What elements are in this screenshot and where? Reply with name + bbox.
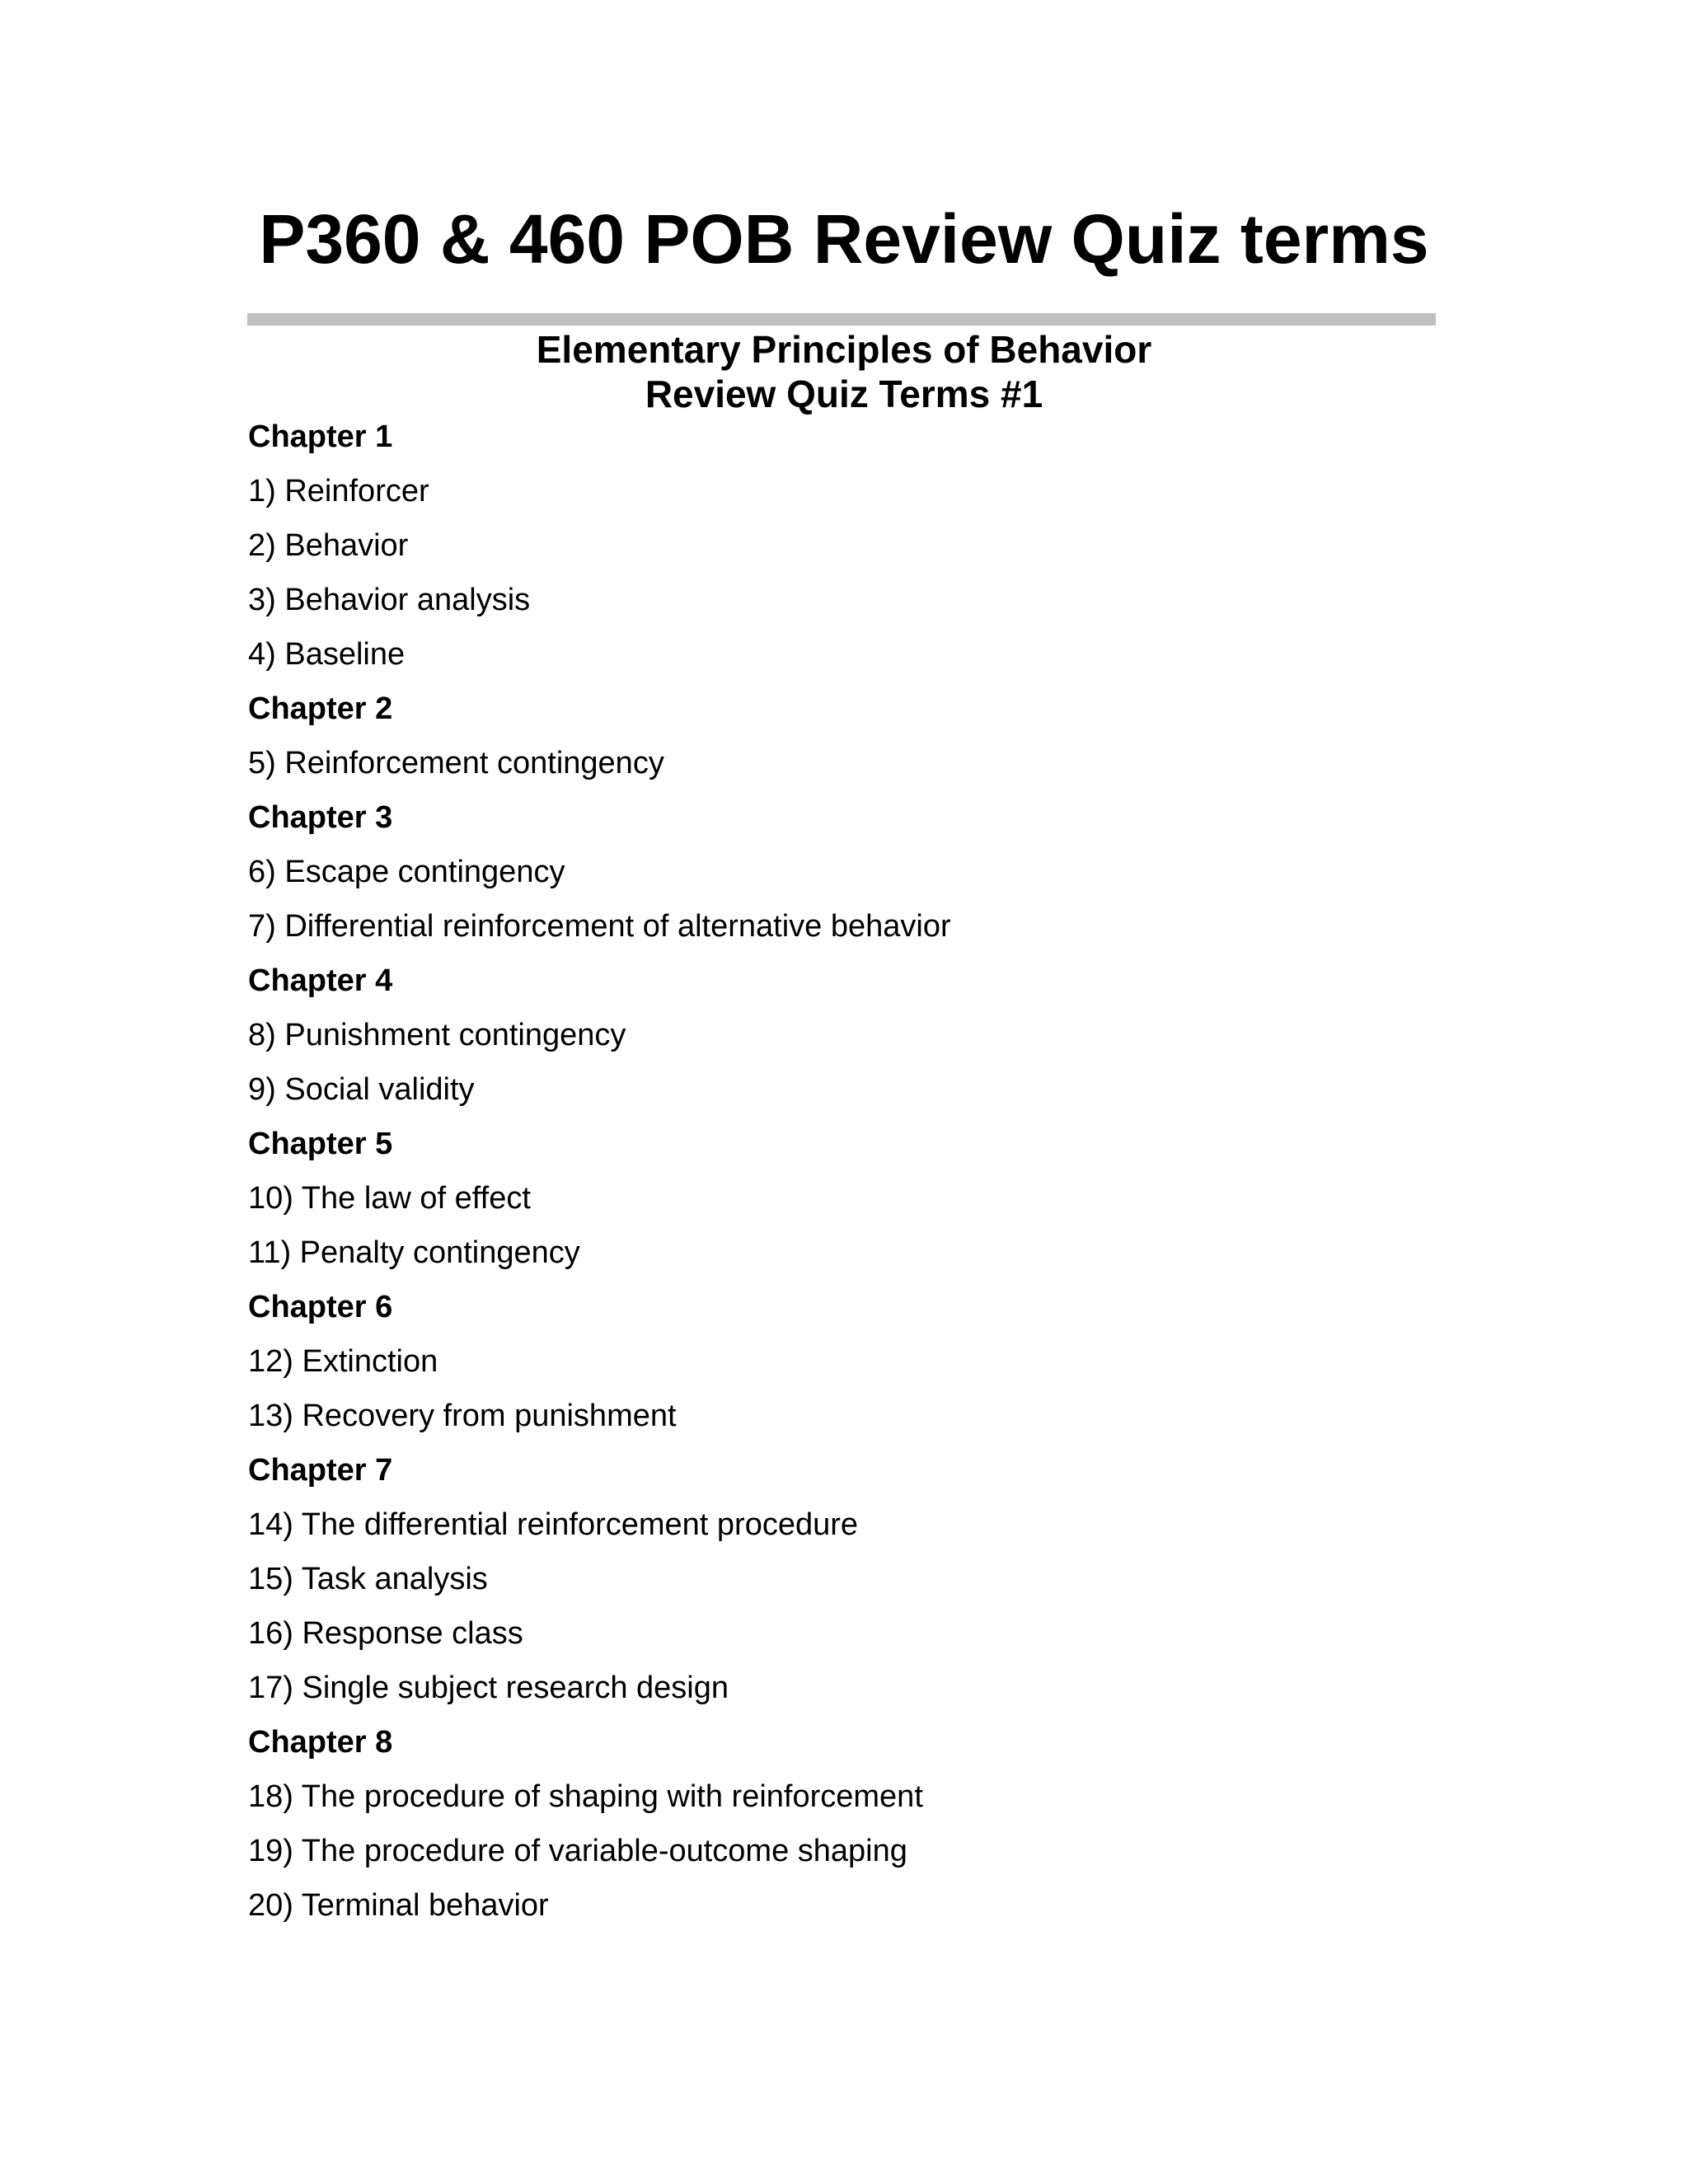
- term-item: 15) Task analysis: [248, 1562, 488, 1596]
- term-item: 2) Behavior: [248, 528, 409, 563]
- subtitle-line-2: Review Quiz Terms #1: [645, 373, 1043, 415]
- term-item: 13) Recovery from punishment: [248, 1399, 677, 1433]
- term-item: 19) The procedure of variable-outcome shaping: [248, 1834, 907, 1868]
- term-item: 12) Extinction: [248, 1344, 438, 1379]
- chapter-heading: Chapter 7: [248, 1453, 393, 1488]
- term-item: 1) Reinforcer: [248, 474, 429, 509]
- chapter-heading: Chapter 6: [248, 1290, 393, 1324]
- term-item: 16) Response class: [248, 1616, 523, 1651]
- term-item: 8) Punishment contingency: [248, 1018, 626, 1052]
- term-item: 10) The law of effect: [248, 1181, 531, 1216]
- chapter-heading: Chapter 4: [248, 963, 393, 998]
- term-item: 4) Baseline: [248, 637, 406, 672]
- chapter-heading: Chapter 1: [248, 419, 393, 454]
- term-item: 20) Terminal behavior: [248, 1888, 549, 1923]
- document-title: P360 & 460 POB Review Quiz terms: [259, 200, 1429, 278]
- document-subtitle: [0, 327, 1688, 416]
- chapter-heading: Chapter 3: [248, 800, 393, 835]
- chapter-heading: Chapter 5: [248, 1127, 393, 1161]
- subtitle-line-1: Elementary Principles of Behavior: [536, 328, 1152, 371]
- term-item: 3) Behavior analysis: [248, 583, 531, 617]
- term-item: 9) Social validity: [248, 1072, 475, 1107]
- chapter-heading: Chapter 2: [248, 691, 393, 726]
- term-item: 18) The procedure of shaping with reinforcement: [248, 1779, 923, 1814]
- term-item: 14) The differential reinforcement procedure: [248, 1507, 859, 1542]
- term-item: 5) Reinforcement contingency: [248, 746, 664, 780]
- chapter-heading: Chapter 8: [248, 1725, 393, 1760]
- title-divider: [247, 313, 1436, 326]
- term-item: 7) Differential reinforcement of alternative behavior: [248, 909, 951, 944]
- chapter-term-list: [248, 410, 1435, 1933]
- term-item: 11) Penalty contingency: [248, 1235, 580, 1270]
- term-item: 6) Escape contingency: [248, 855, 565, 889]
- term-item: 17) Single subject research design: [248, 1671, 729, 1705]
